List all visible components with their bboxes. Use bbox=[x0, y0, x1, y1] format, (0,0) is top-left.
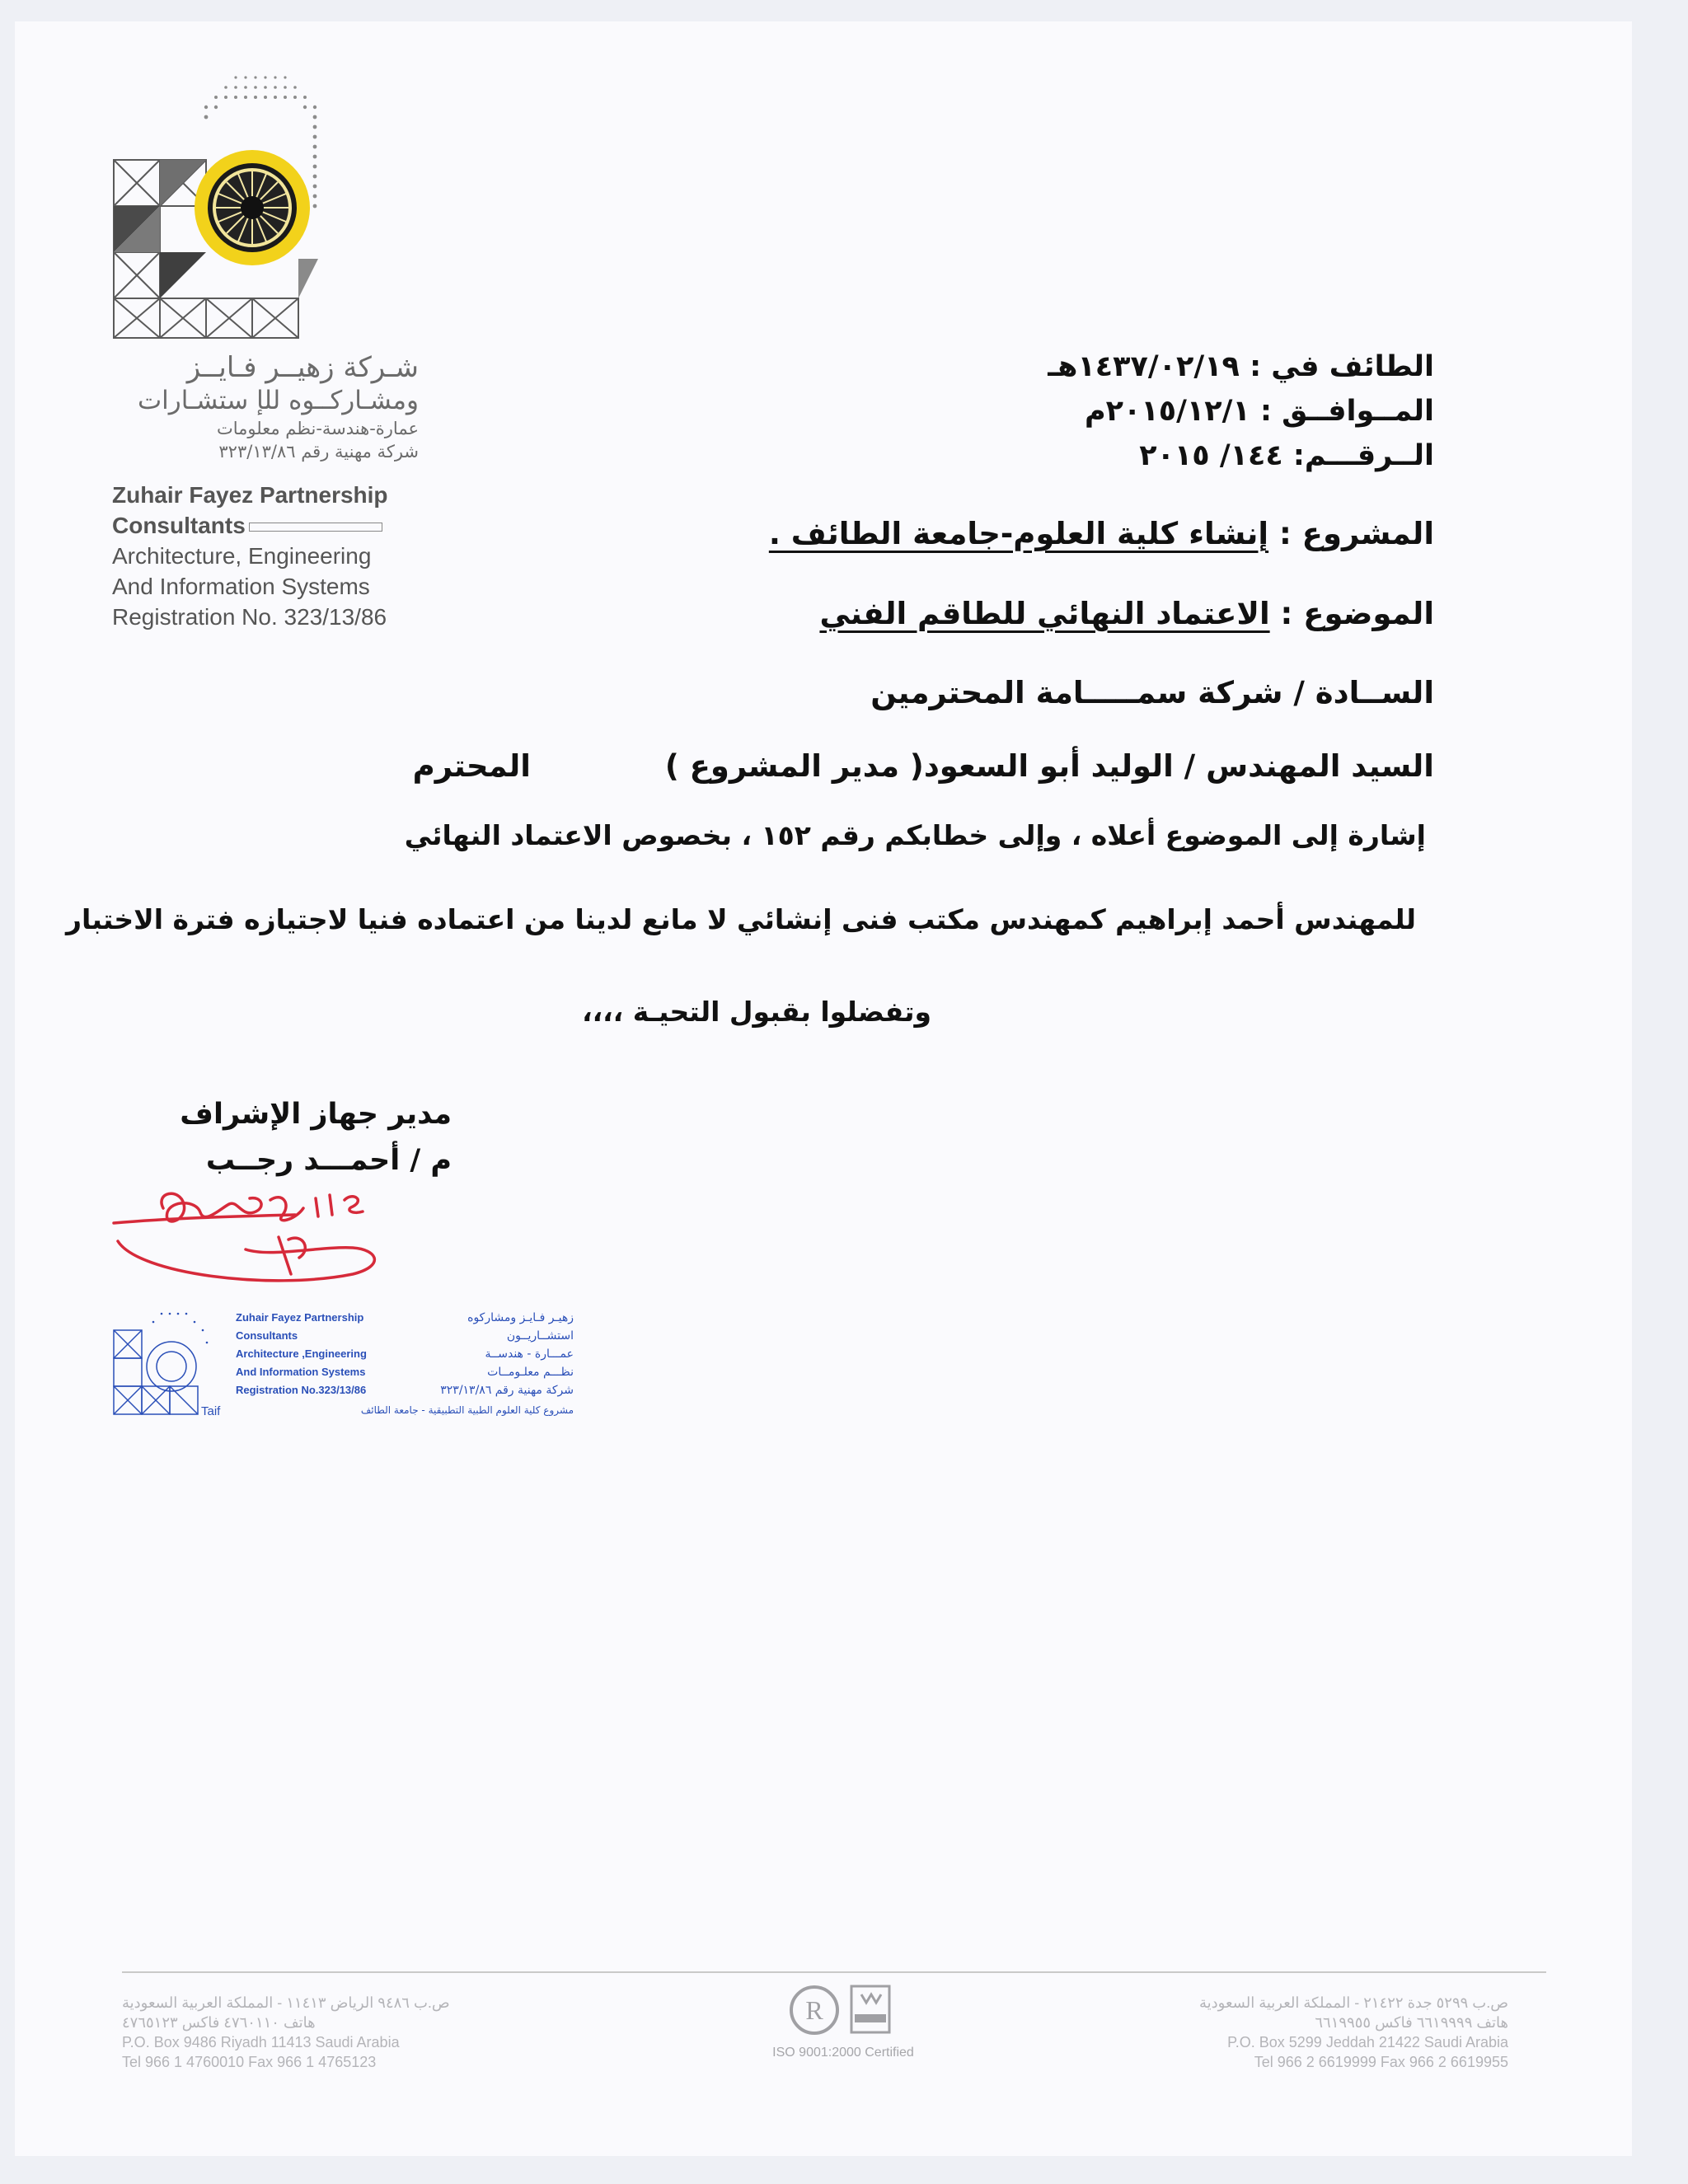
subject-value: الاعتماد النهائي للطاقم الفني bbox=[819, 596, 1270, 631]
body-line-1: إشارة إلى الموضوع أعلاه ، وإلى خطابكم رقم ١٥٢ ، بخصوص الاعتماد النهائي bbox=[404, 819, 1426, 851]
stamp-en-line: Registration No.323/13/86 bbox=[236, 1384, 367, 1396]
date-greg-label: المــوافــق : bbox=[1259, 395, 1434, 428]
handwritten-signature bbox=[106, 1175, 452, 1302]
stamp-ar-line: شركة مهنية رقم ٣٢٣/١٣/٨٦ bbox=[440, 1384, 574, 1397]
company-logo bbox=[112, 69, 326, 341]
svg-text:R: R bbox=[805, 1995, 823, 2025]
stamp-ar-line: زهيـر فـايـز ومشاركوه bbox=[467, 1311, 574, 1324]
footer-right-address bbox=[1047, 1993, 1508, 2072]
footer-line: P.O. Box 9486 Riyadh 11413 Saudi Arabia bbox=[122, 2034, 400, 2050]
subject-line bbox=[819, 596, 1434, 631]
letter-page bbox=[15, 21, 1632, 2156]
reference-number bbox=[1048, 434, 1434, 478]
company-name-en: Zuhair Fayez Partnership bbox=[112, 482, 388, 508]
company-registration-en: Registration No. 323/13/86 bbox=[112, 604, 387, 630]
project-line bbox=[769, 516, 1434, 551]
recipient-person-suffix: المحترم bbox=[412, 748, 531, 784]
company-consultants-en: Consultants bbox=[112, 513, 246, 538]
footer-line: هاتف ٦٦١٩٩٩٩ فاكس ٦٦١٩٩٥٥ bbox=[1315, 2014, 1508, 2031]
footer-left-address bbox=[122, 1993, 584, 2072]
company-subtitle-ar: ومشـاركــوه للإ ستشـارات bbox=[137, 386, 419, 415]
stamp-ar-line: استشــاريــون bbox=[506, 1329, 574, 1343]
divider bbox=[249, 523, 382, 532]
signatory-title: مدير جهاز الإشراف bbox=[180, 1098, 452, 1131]
stamp-arabic-text bbox=[440, 1309, 574, 1399]
company-services-en-1: Architecture, Engineering bbox=[112, 543, 372, 569]
stamp-en-line: And Information Systems bbox=[236, 1366, 366, 1378]
iso-certification: ISO 9001:2000 Certified bbox=[772, 2046, 914, 2060]
recipient-person: السيد المهندس / الوليد أبو السعود( مدير المشروع ) bbox=[664, 748, 1434, 784]
subject-label: الموضوع : bbox=[1280, 596, 1434, 631]
stamp-ar-line: عمـــارة - هندســة bbox=[485, 1347, 574, 1361]
stamp-english-text bbox=[236, 1309, 367, 1399]
ref-label: الــرقـــم: bbox=[1292, 439, 1434, 472]
company-name-arabic bbox=[112, 351, 419, 463]
date-greg-value: ٢٠١٥/١٢/١م bbox=[1085, 395, 1250, 428]
body-line-2: للمهندس أحمد إبراهيم كمهندس مكتب فنى إنشائي لا مانع لدينا من اعتماده فنيا لاجتيازه فترة الاختبار bbox=[66, 903, 1416, 935]
ref-value: ١٤٤/ ٢٠١٥ bbox=[1139, 439, 1283, 472]
stamp-en-line: Architecture ,Engineering bbox=[236, 1347, 367, 1360]
project-label: المشروع : bbox=[1279, 516, 1434, 551]
date-hijri-label: الطائف في : bbox=[1250, 350, 1434, 383]
date-hijri-value: ١٤٣٧/٠٢/١٩هـ bbox=[1048, 350, 1240, 383]
letter-meta bbox=[1048, 344, 1434, 478]
stamp-project-note: مشروع كلية العلوم الطبية التطبيقية - جامعة الطائف bbox=[360, 1404, 574, 1416]
project-value: إنشاء كلية العلوم-جامعة الطائف . bbox=[768, 516, 1269, 551]
company-services-en-2: And Information Systems bbox=[112, 574, 370, 599]
stamp-en-line: Consultants bbox=[236, 1329, 298, 1342]
footer-line: ص.ب ٩٤٨٦ الرياض ١١٤١٣ - المملكة العربية السعودية bbox=[122, 1994, 450, 2011]
signature-block bbox=[180, 1091, 452, 1183]
date-gregorian bbox=[1048, 389, 1434, 434]
recipient-company: الســادة / شركة سمـــــامة المحترمين bbox=[870, 675, 1434, 710]
closing-line: وتفضلوا بقبول التحيـة ،،،، bbox=[582, 996, 931, 1028]
stamp-en-line: Zuhair Fayez Partnership bbox=[236, 1311, 364, 1324]
company-services-ar: عمارة-هندسة-نظم معلومات bbox=[217, 419, 419, 438]
company-name-english bbox=[112, 480, 425, 632]
footer-line: هاتف ٤٧٦٠١١٠ فاكس ٤٧٦٥١٢٣ bbox=[122, 2014, 316, 2031]
footer-line: Tel 966 2 6619999 Fax 966 2 6619955 bbox=[1254, 2054, 1508, 2070]
footer-line: P.O. Box 5299 Jeddah 21422 Saudi Arabia bbox=[1227, 2034, 1508, 2050]
footer-line: ص.ب ٥٢٩٩ جدة ٢١٤٢٢ - المملكة العربية السعودية bbox=[1199, 1994, 1508, 2011]
company-name-ar: شـركة زهيــر فـايــز bbox=[186, 351, 419, 384]
footer-divider bbox=[122, 1971, 1546, 1973]
signatory-name: م / أحمـــد رجــب bbox=[205, 1144, 452, 1177]
stamp-ar-line: نظـــم معلـومــات bbox=[487, 1366, 574, 1379]
company-registration-ar: شركة مهنية رقم ٣٢٣/١٣/٨٦ bbox=[218, 442, 419, 462]
recipient-person-line bbox=[413, 748, 1434, 784]
stamp-city: Taif bbox=[201, 1404, 221, 1418]
footer-line: Tel 966 1 4760010 Fax 966 1 4765123 bbox=[122, 2054, 377, 2070]
company-stamp bbox=[112, 1297, 574, 1437]
certification-marks bbox=[748, 1981, 938, 2060]
date-hijri bbox=[1048, 344, 1434, 389]
